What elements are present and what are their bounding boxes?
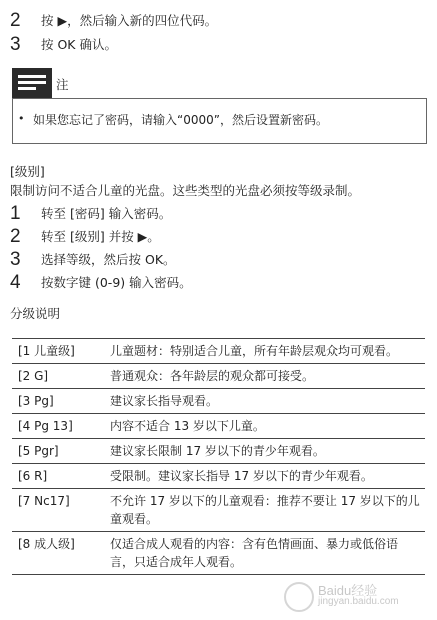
rating-description: 儿童题材：特别适合儿童，所有年龄层观众均可观看。 xyxy=(102,339,425,364)
rating-level: [2 G] xyxy=(12,364,102,389)
bullet-icon: • xyxy=(18,112,25,125)
note-text: 如果您忘记了密码，请输入“0000”，然后设置新密码。 xyxy=(33,113,328,127)
step-text: 按数字键 (0-9) 输入密码。 xyxy=(41,275,192,290)
rating-description: 普通观众：各年龄层的观众都可接受。 xyxy=(102,364,425,389)
watermark-text: Baidu经验 xyxy=(318,583,378,598)
rating-description: 建议家长指导观看。 xyxy=(102,389,425,414)
rating-level: [8 成人级] xyxy=(12,532,102,575)
rating-level: [5 Pgr] xyxy=(12,439,102,464)
table-row xyxy=(12,489,425,532)
table-row xyxy=(12,439,425,464)
rating-level: [4 Pg 13] xyxy=(12,414,102,439)
watermark-url: jingyan.baidu.com xyxy=(318,596,399,607)
grading-title: 分级说明 xyxy=(10,306,61,321)
rating-description: 内容不适合 13 岁以下儿童。 xyxy=(102,414,425,439)
table-row xyxy=(12,364,425,389)
rating-description: 仅适合成人观看的内容：含有色情画面、暴力或低俗语言，只适合成年人观看。 xyxy=(102,532,425,575)
rating-table xyxy=(12,338,425,575)
note-box xyxy=(12,98,427,144)
step-text: 按 OK 确认。 xyxy=(41,37,117,52)
rating-description: 不允许 17 岁以下的儿童观看：推荐不要让 17 岁以下的儿童观看。 xyxy=(102,489,425,532)
step-number: 2 xyxy=(10,10,21,31)
watermark xyxy=(284,580,429,610)
rating-level: [6 R] xyxy=(12,464,102,489)
rating-description: 受限制。建议家长指导 17 岁以下的青少年观看。 xyxy=(102,464,425,489)
table-row xyxy=(12,339,425,364)
step-number: 3 xyxy=(10,34,21,55)
step-number: 4 xyxy=(10,272,21,293)
note-label: 注 xyxy=(56,77,69,92)
step-text: 选择等级，然后按 OK。 xyxy=(41,252,176,267)
step-number: 3 xyxy=(10,249,21,270)
section-description: 限制访问不适合儿童的光盘。这些类型的光盘必须按等级录制。 xyxy=(10,183,361,198)
rating-level: [3 Pg] xyxy=(12,389,102,414)
note-icon xyxy=(12,68,52,98)
section-title: [级别] xyxy=(10,164,45,179)
table-row xyxy=(12,389,425,414)
table-row xyxy=(12,464,425,489)
step-number: 1 xyxy=(10,203,21,224)
step-text: 转至 [密码] 输入密码。 xyxy=(41,206,172,221)
rating-description: 建议家长限制 17 岁以下的青少年观看。 xyxy=(102,439,425,464)
step-number: 2 xyxy=(10,226,21,247)
step-text: 按 ▶，然后输入新的四位代码。 xyxy=(41,13,218,28)
table-row xyxy=(12,532,425,575)
watermark-logo-icon xyxy=(284,582,314,612)
table-row xyxy=(12,414,425,439)
note-banner xyxy=(12,68,427,98)
step-text: 转至 [级别] 并按 ▶。 xyxy=(41,229,160,244)
rating-level: [7 Nc17] xyxy=(12,489,102,532)
rating-level: [1 儿童级] xyxy=(12,339,102,364)
